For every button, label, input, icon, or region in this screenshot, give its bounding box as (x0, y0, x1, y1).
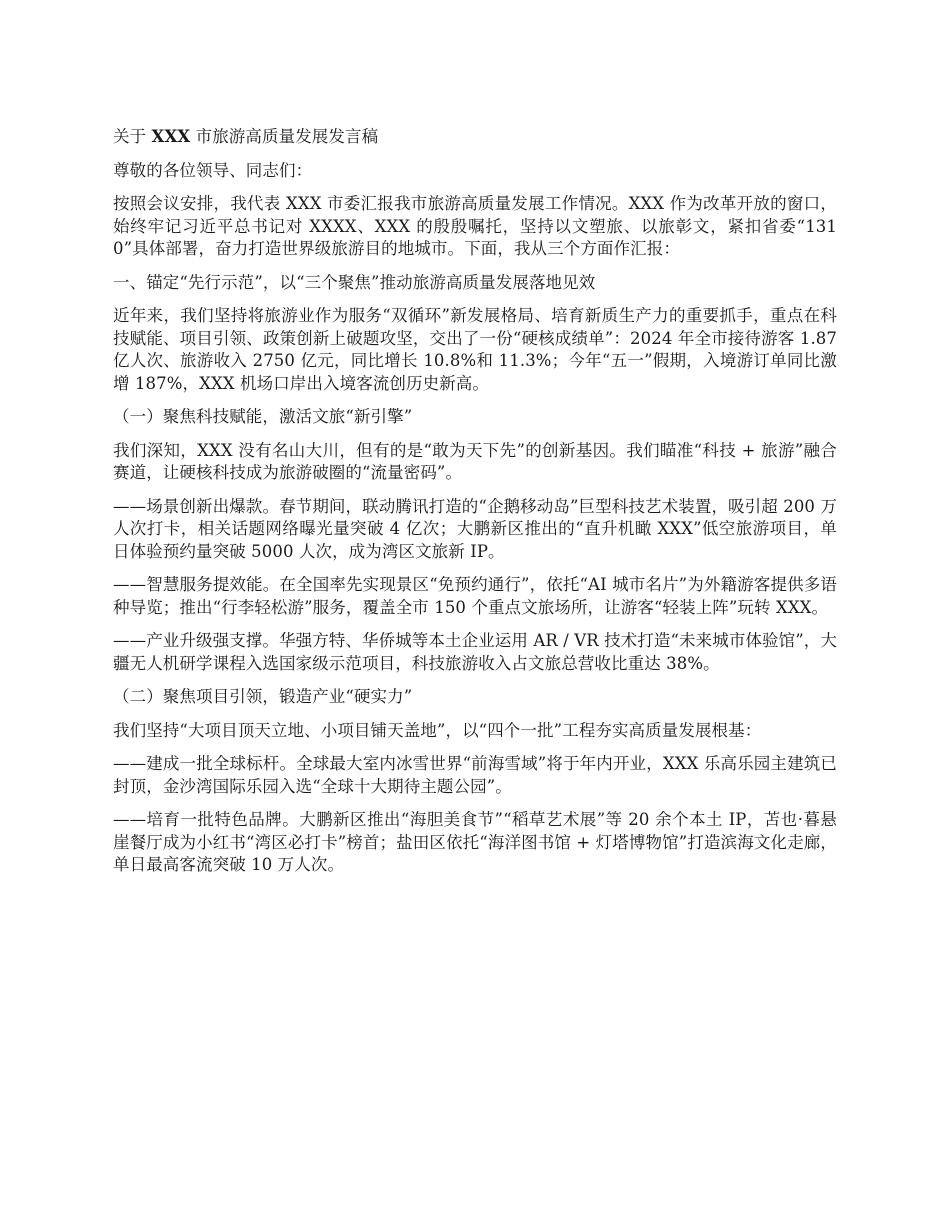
subsection-1-item-1: ——场景创新出爆款。春节期间，联动腾讯打造的“企鹅移动岛”巨型科技艺术装置，吸引超 200 万人次打卡，相关话题网络曝光量突破 4 亿次；大鹏新区推出的“直升机瞰 XXX”低空旅游项目，单日体验预约量突破 5000 人次，成为湾区文旅新 IP。 (113, 496, 837, 561)
document-title (113, 126, 837, 149)
subsection-2-item-1: ——建成一批全球标杆。全球最大室内冰雪世界“前海雪域”将于年内开业，XXX 乐高乐园主建筑已封顶，金沙湾国际乐园入选“全球十大期待主题公园”。 (113, 754, 837, 796)
subsection-1-intro: 我们深知，XXX 没有名山大川，但有的是“敢为天下先”的创新基因。我们瞄准“科技 + 旅游”融合赛道，让硬核科技成为旅游破圈的“流量密码”。 (113, 440, 837, 482)
title-bold-city: XXX (151, 127, 191, 146)
salutation: 尊敬的各位领导、同志们： (113, 160, 313, 180)
subsection-2-intro: 我们坚持“大项目顶天立地、小项目铺天盖地”，以“四个一批”工程夯实高质量发展根基： (113, 720, 762, 740)
section-1-paragraph: 近年来，我们坚持将旅游业作为服务“双循环”新发展格局、培育新质生产力的重要抓手，重点在科技赋能、项目引领、政策创新上破题攻坚，交出了一份“硬核成绩单”：2024 年全市接待游客 1.87 亿人次、旅游收入 2750 亿元，同比增长 10.8%和 11.3%；今年“五一”假期，入境游订单同比激增 187%，XXX 机场口岸出入境客流创历史新高。 (113, 306, 837, 393)
section-heading-1: 一、锚定“先行示范”，以“三个聚焦”推动旅游高质量发展落地见效 (113, 272, 596, 292)
intro-paragraph: 按照会议安排，我代表 XXX 市委汇报我市旅游高质量发展工作情况。XXX 作为改革开放的窗口，始终牢记习近平总书记对 XXXX、XXX 的殷殷嘱托，坚持以文塑旅、以旅彰文，紧扣省委“1310”具体部署，奋力打造世界级旅游目的地城市。下面，我从三个方面作汇报： (113, 194, 837, 258)
title-prefix: 关于 (113, 127, 152, 146)
subsection-1-item-2: ——智慧服务提效能。在全国率先实现景区“免预约通行”，依托“AI 城市名片”为外籍游客提供多语种导览；推出“行李轻松游”服务，覆盖全市 150 个重点文旅场所，让游客“轻装上阵”玩转 XXX。 (113, 575, 837, 617)
title-suffix: 市旅游高质量发展发言稿 (190, 127, 379, 146)
subsection-heading-1: （一）聚焦科技赋能，激活文旅“新引擎” (113, 407, 413, 426)
document-body (113, 126, 837, 888)
subsection-heading-2: （二）聚焦项目引领，锻造产业“硬实力” (113, 687, 413, 706)
subsection-2-item-2: ——培育一批特色品牌。大鹏新区推出“海胆美食节”“稻草艺术展”等 20 余个本土 IP，苫也·暮悬崖餐厅成为小红书“湾区必打卡”榜首；盐田区依托“海洋图书馆 + 灯塔博物馆”打造滨海文化走廊，单日最高客流突破 10 万人次。 (113, 810, 837, 874)
subsection-1-item-3: ——产业升级强支撑。华强方特、华侨城等本土企业运用 AR / VR 技术打造“未来城市体验馆”，大疆无人机研学课程入选国家级示范项目，科技旅游收入占文旅总营收比重达 38%。 (113, 631, 837, 673)
